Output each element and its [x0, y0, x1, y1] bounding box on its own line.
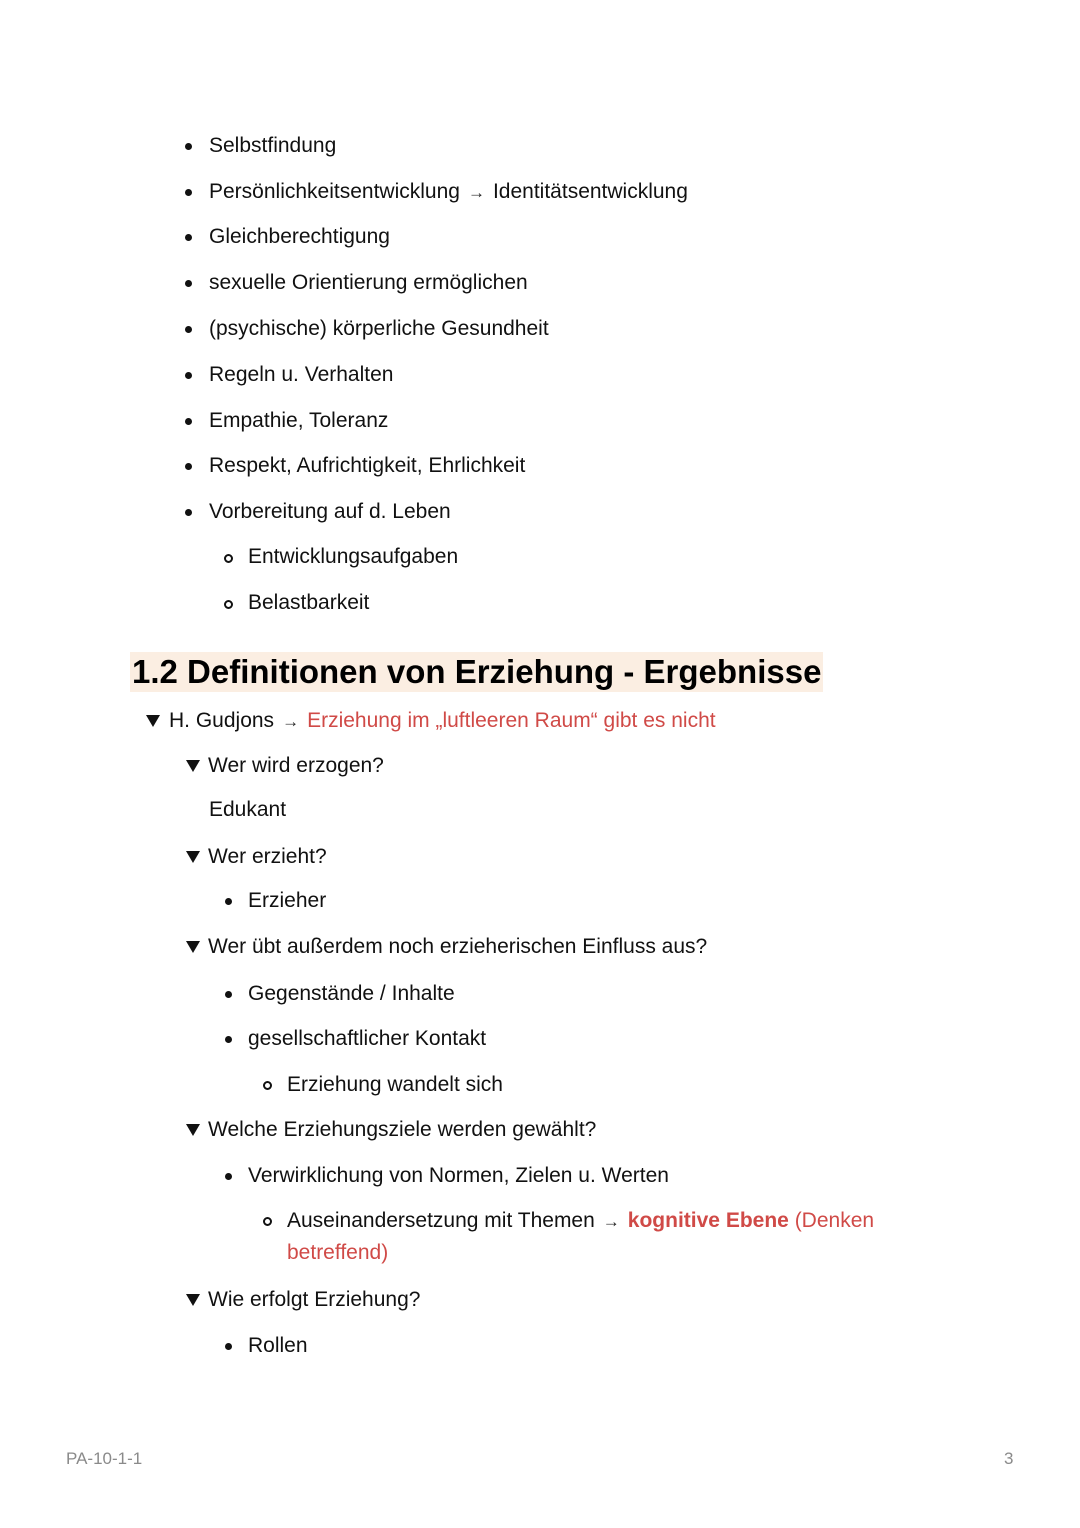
sub-list-item-continuation: betreffend) — [287, 1241, 389, 1264]
list-item: Regeln u. Verhalten — [209, 363, 394, 386]
circle-bullet — [263, 1217, 272, 1226]
toggle-triangle-icon[interactable] — [146, 715, 160, 727]
list-item: (psychische) körperliche Gesundheit — [209, 317, 549, 340]
arrow-icon: → — [602, 1212, 620, 1231]
toggle-triangle-icon[interactable] — [186, 851, 200, 863]
toggle-triangle-icon[interactable] — [186, 760, 200, 772]
list-item: Erzieher — [248, 889, 327, 912]
bullet — [185, 189, 192, 196]
list-item: Respekt, Aufrichtigkeit, Ehrlichkeit — [209, 454, 526, 477]
toggle-triangle-icon[interactable] — [186, 941, 200, 953]
list-item: Gleichberechtigung — [209, 225, 390, 248]
toggle-question[interactable]: Wer übt außerdem noch erzieherischen Einfluss aus? — [208, 935, 708, 958]
list-item: sexuelle Orientierung ermöglichen — [209, 271, 528, 294]
bullet — [225, 1343, 232, 1350]
bullet — [225, 1173, 232, 1180]
toggle-question[interactable]: Wer erzieht? — [208, 845, 327, 868]
answer-text: Edukant — [209, 798, 287, 821]
arrow-icon: → — [282, 712, 300, 731]
bullet — [185, 463, 192, 470]
list-item: Vorbereitung auf d. Leben — [209, 500, 451, 523]
toggle-question[interactable]: Wie erfolgt Erziehung? — [208, 1288, 421, 1311]
sub-list-item: Belastbarkeit — [248, 591, 370, 614]
toggle-question[interactable]: Welche Erziehungsziele werden gewählt? — [208, 1118, 597, 1141]
list-item: Rollen — [248, 1334, 308, 1357]
bullet — [185, 326, 192, 333]
sub-list-item: Entwicklungsaufgaben — [248, 545, 459, 568]
bullet — [185, 234, 192, 241]
bullet — [185, 418, 192, 425]
bullet — [225, 898, 232, 905]
bullet — [185, 280, 192, 287]
toggle-gudjons[interactable]: H. Gudjons → Erziehung im „luftleeren Raum“ gibt es nicht — [169, 706, 716, 737]
sub-list-item: Auseinandersetzung mit Themen → kognitive Ebene (Denken — [287, 1206, 874, 1237]
arrow-icon: → — [467, 183, 485, 202]
list-item: Selbstfindung — [209, 134, 337, 157]
bullet — [185, 509, 192, 516]
footer-doc-id: PA-10-1-1 — [66, 1449, 143, 1468]
footer-page-number: 3 — [1004, 1449, 1014, 1468]
toggle-note: Erziehung im „luftleeren Raum“ gibt es nicht — [307, 709, 716, 732]
circle-bullet — [263, 1081, 272, 1090]
list-item: gesellschaftlicher Kontakt — [248, 1027, 487, 1050]
list-item: Verwirklichung von Normen, Zielen u. Werten — [248, 1164, 669, 1187]
bullet — [185, 143, 192, 150]
list-item: Empathie, Toleranz — [209, 409, 389, 432]
circle-bullet — [224, 554, 233, 563]
sub-list-item: Erziehung wandelt sich — [287, 1073, 503, 1096]
bullet — [185, 372, 192, 379]
bullet — [225, 991, 232, 998]
list-item: Persönlichkeitsentwicklung → Identitätsentwicklung — [209, 180, 688, 203]
bullet — [225, 1036, 232, 1043]
toggle-triangle-icon[interactable] — [186, 1294, 200, 1306]
toggle-triangle-icon[interactable] — [186, 1124, 200, 1136]
circle-bullet — [224, 600, 233, 609]
list-item: Gegenstände / Inhalte — [248, 982, 455, 1005]
toggle-question[interactable]: Wer wird erzogen? — [208, 754, 384, 777]
section-heading: 1.2 Definitionen von Erziehung - Ergebnisse — [132, 653, 822, 690]
highlight-bold: kognitive Ebene — [627, 1209, 789, 1232]
